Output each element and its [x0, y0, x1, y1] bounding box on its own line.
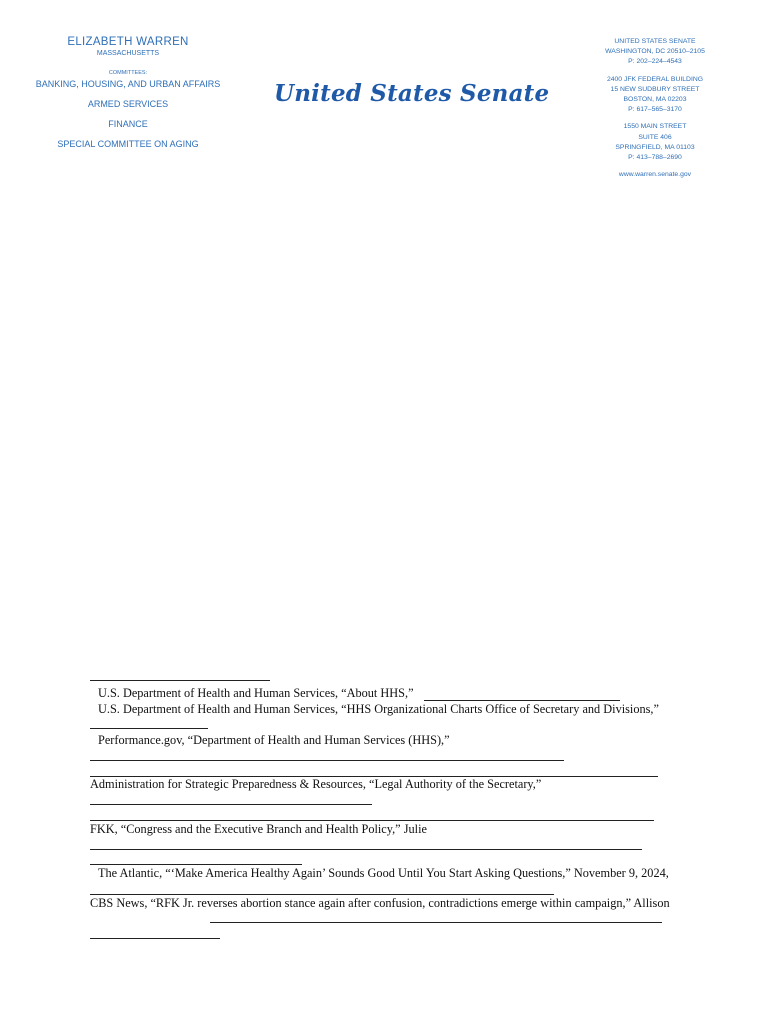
- senator-name: ELIZABETH WARREN: [67, 36, 189, 48]
- committee-finance: FINANCE: [108, 119, 148, 129]
- office-line: BOSTON, MA 02203: [623, 96, 687, 104]
- office-line: 15 NEW SUDBURY STREET: [610, 85, 700, 93]
- office-line: UNITED STATES SENATE: [614, 38, 696, 45]
- committee-banking: BANKING, HOUSING, AND URBAN AFFAIRS: [35, 79, 221, 89]
- letterhead-title: United States Senate: [274, 80, 550, 107]
- office-line: SPRINGFIELD, MA 01103: [615, 143, 695, 151]
- footnote-3-link[interactable]: [90, 760, 564, 761]
- footnote-7: CBS News, “RFK Jr. reverses abortion stance again after confusion, contradictions emerge within campaign,” Allison: [90, 896, 670, 910]
- office-line: 1550 MAIN STREET: [623, 123, 687, 131]
- office-line: P: 202–224–4543: [628, 58, 682, 66]
- footnote-6-link[interactable]: [90, 864, 302, 865]
- footnote-4-link-cont[interactable]: [90, 804, 372, 805]
- footnote-separator: [90, 680, 270, 681]
- office-line: 2400 JFK FEDERAL BUILDING: [606, 75, 704, 83]
- footnote-5-link[interactable]: [90, 820, 654, 821]
- office-line: P: 617–565–3170: [628, 106, 682, 114]
- footnote-2: U.S. Department of Health and Human Services, “HHS Organizational Charts Office of Secretary and Divisions,”: [98, 702, 659, 716]
- footnote-1: U.S. Department of Health and Human Services, “About HHS,”: [98, 686, 414, 700]
- committee-armed-services: ARMED SERVICES: [87, 99, 169, 109]
- senator-state: MASSACHUSETTS: [96, 50, 160, 57]
- office-line: SUITE 406: [638, 133, 672, 141]
- footnote-2-link[interactable]: [90, 728, 208, 729]
- footnote-4: Administration for Strategic Preparedness & Resources, “Legal Authority of the Secretary,”: [90, 777, 542, 791]
- website-link[interactable]: www.warren.senate.gov: [618, 171, 692, 179]
- footnote-7-link-cont[interactable]: [90, 938, 220, 939]
- footnote-7-link[interactable]: [210, 922, 662, 923]
- footnote-6: The Atlantic, “‘Make America Healthy Again’ Sounds Good Until You Start Asking Questions,” November 9, 2024,: [98, 866, 669, 880]
- committees-label: COMMITTEES:: [108, 70, 148, 76]
- office-line: P: 413–788–2690: [628, 154, 682, 162]
- office-line: WASHINGTON, DC 20510–2105: [605, 48, 705, 56]
- committee-aging: SPECIAL COMMITTEE ON AGING: [57, 139, 199, 149]
- footnote-1-link[interactable]: [424, 700, 620, 701]
- footnote-5: FKK, “Congress and the Executive Branch and Health Policy,” Julie: [90, 822, 427, 836]
- footnote-3: Performance.gov, “Department of Health and Human Services (HHS),”: [98, 733, 450, 747]
- footnote-6-link-cont[interactable]: [90, 894, 554, 895]
- footnote-5-link-cont[interactable]: [90, 849, 642, 850]
